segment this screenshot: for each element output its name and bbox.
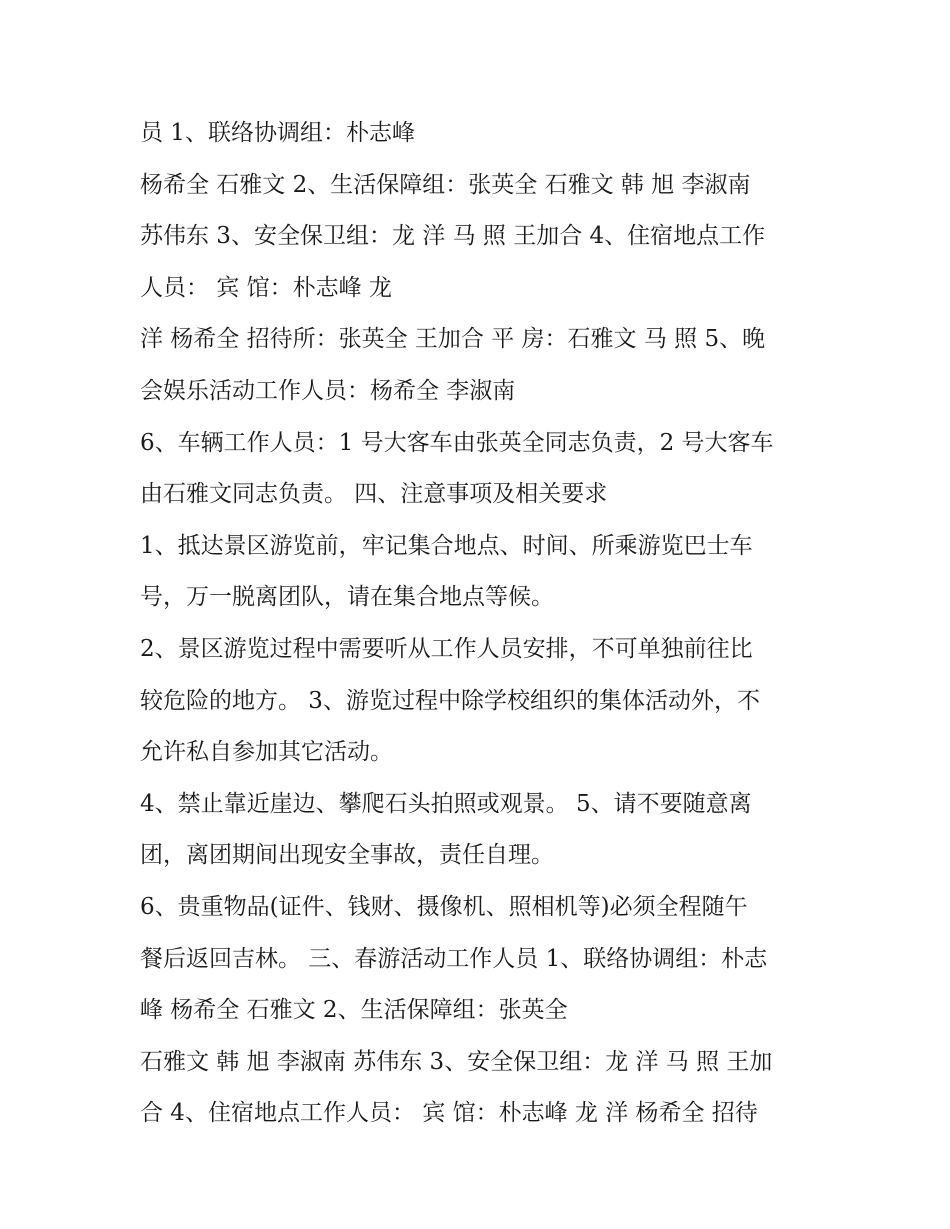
text-line: 苏伟东 3、安全保卫组：龙 洋 马 照 王加合 4、住宿地点工作 [140,223,766,250]
text-line: 会娱乐活动工作人员：杨希全 李淑南 [140,377,516,404]
text-line: 人员： 宾 馆：朴志峰 龙 [140,274,392,301]
text-line: 允许私自参加其它活动。 [140,739,393,766]
text-line: 号，万一脱离团队，请在集合地点等候。 [140,584,554,611]
text-line: 洋 杨希全 招待所：张英全 王加合 平 房：石雅文 马 照 5、晚 [140,326,766,353]
text-line: 6、贵重物品(证件、钱财、摄像机、照相机等)必须全程随午 [140,893,748,920]
text-line: 6、车辆工作人员：1 号大客车由张英全同志负责，2 号大客车 [140,429,774,456]
text-line: 由石雅文同志负责。 四、注意事项及相关要求 [140,481,608,508]
text-line: 2、景区游览过程中需要听从工作人员安排，不可单独前往比 [140,635,753,662]
text-line: 杨希全 石雅文 2、生活保障组：张英全 石雅文 韩 旭 李淑南 [140,171,751,198]
text-line: 4、禁止靠近崖边、攀爬石头拍照或观景。 5、请不要随意离 [140,790,752,817]
text-line: 石雅文 韩 旭 李淑南 苏伟东 3、安全保卫组：龙 洋 马 照 王加 [140,1048,773,1075]
text-line: 员 1、联络协调组：朴志峰 [140,120,415,146]
text-line: 1、抵达景区游览前，牢记集合地点、时间、所乘游览巴士车 [140,532,753,559]
body-text [140,108,820,1140]
text-line: 合 4、住宿地点工作人员： 宾 馆：朴志峰 龙 洋 杨希全 招待 [140,1100,758,1127]
text-line: 峰 杨希全 石雅文 2、生活保障组：张英全 [140,997,568,1024]
text-line: 餐后返回吉林。 三、春游活动工作人员 1、联络协调组：朴志 [140,945,768,972]
text-line: 团，离团期间出现安全事故，责任自理。 [140,842,554,869]
text-line: 较危险的地方。 3、游览过程中除学校组织的集体活动外，不 [140,687,760,714]
